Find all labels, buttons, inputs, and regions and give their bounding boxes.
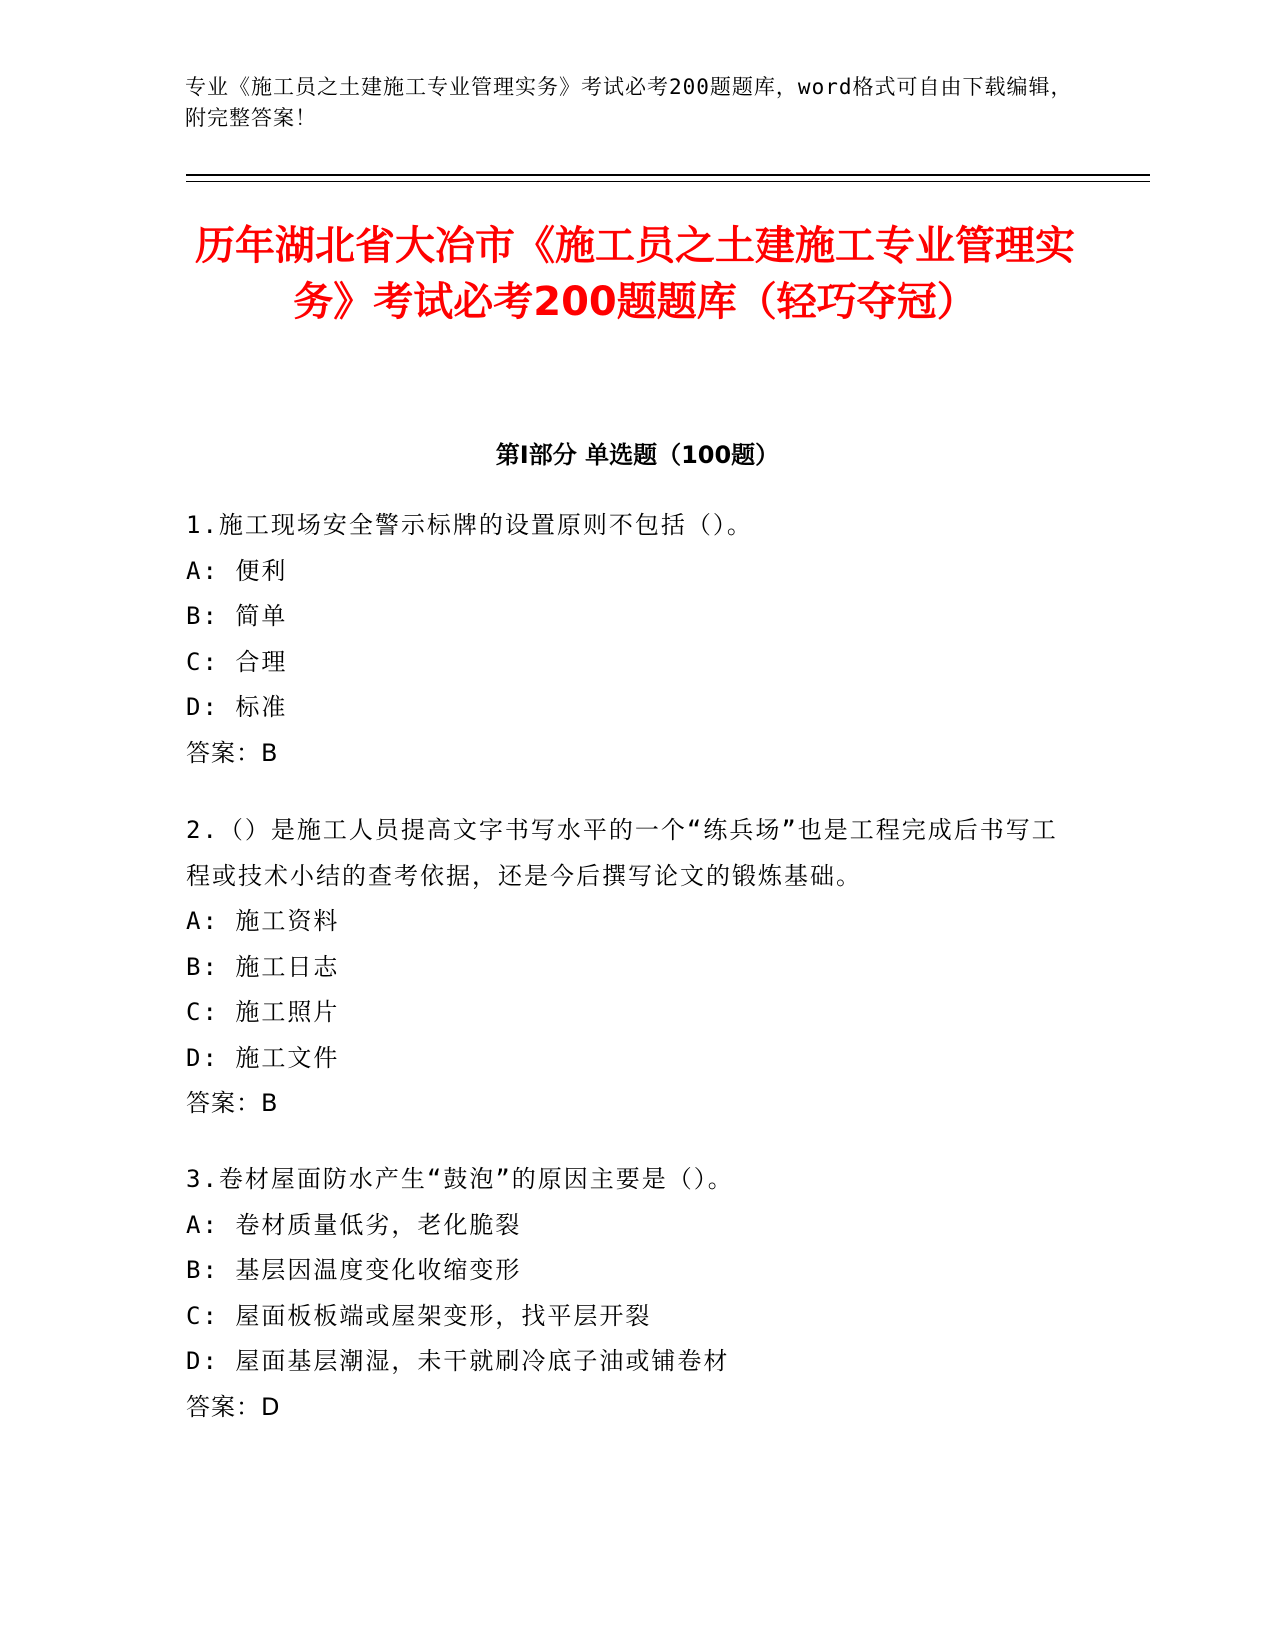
header-note: 专业《施工员之土建施工专业管理实务》考试必考200题题库，word格式可自由下载编辑，附完整答案！	[185, 75, 1073, 130]
option-c: C: 合理	[186, 647, 288, 676]
question-2	[186, 808, 1066, 1127]
answer: 答案：B	[186, 738, 279, 767]
option-a: A: 施工资料	[186, 907, 340, 935]
question-stem: 1.施工现场安全警示标牌的设置原则不包括（）。	[186, 511, 753, 539]
option-d: D: 施工文件	[186, 1043, 340, 1072]
option-b: B: 简单	[186, 602, 288, 630]
option-c: C: 施工照片	[186, 998, 340, 1026]
answer: 答案：D	[186, 1392, 281, 1421]
header-rule-thick	[186, 174, 1150, 176]
question-1	[186, 503, 1066, 776]
question-3	[186, 1157, 1066, 1430]
answer: 答案：B	[186, 1089, 279, 1117]
option-d: D: 屋面基层潮湿，未干就刷冷底子油或铺卷材	[186, 1347, 730, 1375]
option-b: B: 基层因温度变化收缩变形	[186, 1256, 522, 1284]
option-d: D: 标准	[186, 693, 288, 721]
section-heading: 第I部分 单选题（100题）	[495, 441, 780, 469]
header-rule-thin	[186, 181, 1150, 182]
option-c: C: 屋面板板端或屋架变形，找平层开裂	[186, 1301, 652, 1330]
question-stem: 2.（）是施工人员提高文字书写水平的一个“练兵场”也是工程完成后书写工程或技术小结的查考依据，还是今后撰写论文的锻炼基础。	[186, 816, 1058, 890]
question-stem: 3.卷材屋面防水产生“鼓泡”的原因主要是（）。	[186, 1165, 734, 1193]
option-b: B: 施工日志	[186, 952, 340, 981]
document-title: 历年湖北省大冶市《施工员之土建施工专业管理实务》考试必考200题题库（轻巧夺冠）	[195, 223, 1075, 325]
option-a: A: 便利	[186, 556, 288, 585]
option-a: A: 卷材质量低劣，老化脆裂	[186, 1210, 522, 1239]
